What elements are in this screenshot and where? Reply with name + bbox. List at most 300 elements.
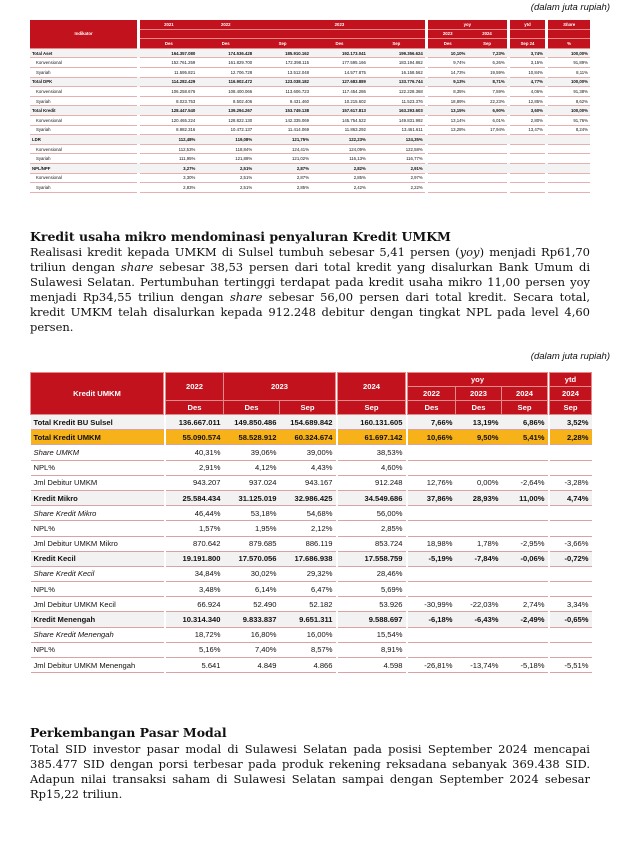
row-label: Share Kredit Mikro — [31, 506, 164, 521]
row-label: Total Kredit UMKM — [31, 430, 164, 445]
period-header: Des — [428, 39, 467, 49]
row-label: Share Kredit Kecil — [31, 566, 164, 581]
year-2021-header: 2021 — [140, 20, 197, 29]
row-label: Total Aset — [30, 48, 137, 58]
row-label: Syariah — [30, 125, 137, 135]
value-cell: 31.125.019 — [224, 490, 280, 505]
value-cell — [456, 627, 502, 642]
value-cell — [550, 460, 592, 475]
value-cell: 11,00% — [502, 490, 548, 505]
value-cell: 6,90% — [467, 106, 506, 116]
row-label: Total Kredit — [30, 106, 137, 116]
value-cell: 52.490 — [224, 597, 280, 612]
yoy-2023-header: 2023 — [456, 387, 502, 401]
period-header: Des — [166, 401, 224, 415]
value-cell: 2,83% — [140, 183, 197, 193]
table1-row — [30, 163, 590, 173]
table2-row — [31, 612, 592, 627]
value-cell: 11.414.069 — [254, 125, 311, 135]
value-cell — [456, 506, 502, 521]
value-cell — [456, 642, 502, 657]
value-cell: 8.982.316 — [140, 125, 197, 135]
value-cell — [467, 183, 506, 193]
table1-row — [30, 144, 590, 154]
value-cell: 2,82% — [311, 163, 368, 173]
value-cell: 11.595.821 — [140, 67, 197, 77]
value-cell: 14,73% — [428, 67, 467, 77]
table2-row — [31, 521, 592, 536]
value-cell: 46,44% — [166, 506, 224, 521]
value-cell: 2,51% — [197, 163, 254, 173]
value-cell — [510, 154, 545, 164]
value-cell: 2,74% — [502, 597, 548, 612]
row-label: Total DPK — [30, 77, 137, 87]
value-cell: 66.924 — [166, 597, 224, 612]
value-cell: 16,00% — [280, 627, 336, 642]
value-cell — [550, 506, 592, 521]
row-label: NPL% — [31, 460, 164, 475]
value-cell: -2,64% — [502, 475, 548, 490]
value-cell: 4,60% — [338, 460, 406, 475]
value-cell: 3,52% — [550, 415, 592, 430]
yoy-2023-header: 2023 — [428, 29, 467, 39]
value-cell — [502, 445, 548, 460]
value-cell — [467, 173, 506, 183]
value-cell — [408, 642, 456, 657]
value-cell: 3,60% — [510, 106, 545, 116]
table2-row — [31, 445, 592, 460]
value-cell — [456, 521, 502, 536]
value-cell: 160.131.605 — [338, 415, 406, 430]
value-cell: 56,00% — [338, 506, 406, 521]
value-cell: 8,11% — [548, 67, 590, 77]
yoy-header: yoy — [428, 20, 507, 29]
value-cell — [548, 135, 590, 145]
value-cell: 111,95% — [140, 154, 197, 164]
value-cell: 116,13% — [311, 154, 368, 164]
value-cell — [548, 144, 590, 154]
value-cell: 124,35% — [368, 135, 425, 145]
value-cell: 9.651.311 — [280, 612, 336, 627]
value-cell: 7,66% — [408, 415, 456, 430]
table1-row — [30, 67, 590, 77]
period-header: Sep — [502, 401, 548, 415]
value-cell: 28,93% — [456, 490, 502, 505]
value-cell: 12,85% — [510, 96, 545, 106]
value-cell: 8,35% — [428, 87, 467, 97]
value-cell: 53.926 — [338, 597, 406, 612]
value-cell: 3,30% — [140, 173, 197, 183]
value-cell — [408, 506, 456, 521]
value-cell — [502, 506, 548, 521]
value-cell: 91,38% — [548, 87, 590, 97]
row-label: NPL/NPF — [30, 163, 137, 173]
year-2022-header: 2022 — [197, 20, 254, 29]
value-cell — [467, 163, 506, 173]
period-header: Sep — [550, 401, 592, 415]
table1-unit-note: (dalam juta rupiah) — [530, 2, 610, 13]
value-cell: 119,08% — [197, 135, 254, 145]
value-cell: 112,48% — [140, 135, 197, 145]
value-cell: 25.584.434 — [166, 490, 224, 505]
value-cell: 8,71% — [467, 77, 506, 87]
value-cell: -3,66% — [550, 536, 592, 551]
row-label: Konvensional — [30, 58, 137, 68]
value-cell: 122,23% — [311, 135, 368, 145]
value-cell: 15,54% — [338, 627, 406, 642]
yoy-2024-header: 2024 — [502, 387, 548, 401]
value-cell: 61.697.142 — [338, 430, 406, 445]
value-cell: -3,28% — [550, 475, 592, 490]
value-cell: 3,74% — [510, 48, 545, 58]
ytd-2024-header: 2024 — [550, 387, 592, 401]
value-cell: 6,01% — [467, 115, 506, 125]
value-cell: 55.090.574 — [166, 430, 224, 445]
value-cell: 9.833.837 — [224, 612, 280, 627]
value-cell: 8,57% — [280, 642, 336, 657]
value-cell: 1,57% — [166, 521, 224, 536]
pasar-modal-heading: Perkembangan Pasar Modal — [30, 725, 227, 740]
bank-indicator-table — [30, 20, 590, 193]
value-cell: 164.357.080 — [140, 48, 197, 58]
value-cell — [428, 135, 467, 145]
value-cell: -26,81% — [408, 658, 456, 673]
value-cell: 17.570.056 — [224, 551, 280, 566]
value-cell: 19.191.800 — [166, 551, 224, 566]
value-cell: 18,89% — [428, 96, 467, 106]
value-cell — [502, 566, 548, 581]
value-cell: 32.986.425 — [280, 490, 336, 505]
row-label: Jml Debitur UMKM — [31, 475, 164, 490]
value-cell: 4,06% — [510, 87, 545, 97]
value-cell: 39,06% — [224, 445, 280, 460]
value-cell: 13,47% — [510, 125, 545, 135]
table2-row — [31, 642, 592, 657]
value-cell: 13,14% — [428, 115, 467, 125]
value-cell: 5,41% — [502, 430, 548, 445]
value-cell: 34.549.686 — [338, 490, 406, 505]
value-cell: 100,00% — [548, 48, 590, 58]
value-cell: 113.606.723 — [254, 87, 311, 97]
row-label: NPL% — [31, 582, 164, 597]
period-header: Sep 24 — [510, 39, 545, 49]
value-cell — [510, 183, 545, 193]
value-cell: 3,15% — [510, 58, 545, 68]
table2-row — [31, 460, 592, 475]
value-cell: 1,95% — [224, 521, 280, 536]
value-cell — [502, 521, 548, 536]
period-header: Des — [408, 401, 456, 415]
value-cell: 1,78% — [456, 536, 502, 551]
value-cell: 123.038.182 — [254, 77, 311, 87]
value-cell: -2,95% — [502, 536, 548, 551]
paragraph-text: sebesar 56,00 persen dari total kredit. Secara total, kredit UMKM telah disalurkan kepada 912.248 debitur dengan tingkat NPL pada level 4,60 persen. — [30, 290, 590, 334]
value-cell: 13,28% — [428, 125, 467, 135]
row-label: Konvensional — [30, 144, 137, 154]
table2-unit-note: (dalam juta rupiah) — [530, 351, 610, 362]
value-cell: 10,66% — [408, 430, 456, 445]
value-cell: 0,00% — [456, 475, 502, 490]
row-label: Jml Debitur UMKM Kecil — [31, 597, 164, 612]
row-label: Syariah — [30, 154, 137, 164]
value-cell: 4,74% — [550, 490, 592, 505]
value-cell: -30,99% — [408, 597, 456, 612]
row-label: Konvensional — [30, 173, 137, 183]
value-cell: 13,19% — [456, 415, 502, 430]
row-label: Jml Debitur UMKM Menengah — [31, 658, 164, 673]
row-label: NPL% — [31, 642, 164, 657]
value-cell: 139.294.267 — [197, 106, 254, 116]
table2-row — [31, 551, 592, 566]
value-cell: 122,58% — [368, 144, 425, 154]
value-cell: 17.686.938 — [280, 551, 336, 566]
value-cell: 2,85% — [338, 521, 406, 536]
value-cell: 58.528.912 — [224, 430, 280, 445]
value-cell: 943.207 — [166, 475, 224, 490]
value-cell: 16.158.562 — [368, 67, 425, 77]
period-header: Sep — [368, 39, 425, 49]
yoy-2024-header: 2024 — [467, 29, 506, 39]
value-cell: 122.228.368 — [368, 87, 425, 97]
value-cell: 853.724 — [338, 536, 406, 551]
value-cell: 8,91% — [338, 642, 406, 657]
paragraph-italic: share — [229, 290, 263, 304]
row-label: Kredit Kecil — [31, 551, 164, 566]
kredit-umkm-header: Kredit UMKM — [31, 373, 164, 415]
row-label: Total Kredit BU Sulsel — [31, 415, 164, 430]
period-header: Des — [456, 401, 502, 415]
table2-row — [31, 430, 592, 445]
value-cell: 120.465.224 — [140, 115, 197, 125]
pasar-modal-paragraph: Total SID investor pasar modal di Sulawesi Selatan pada posisi September 2024 mencapai 385.477 SID dengan porsi terbesar pada produk rekening reksadana sebanyak 369.438 SID. Adapun nilai transaksi saham di Sulawesi Selatan sampai dengan September 2024 sebesar Rp15,22 triliun. — [30, 742, 590, 801]
value-cell — [408, 460, 456, 475]
period-header: Des — [224, 401, 280, 415]
value-cell — [456, 566, 502, 581]
value-cell: -0,06% — [502, 551, 548, 566]
value-cell: 60.324.674 — [280, 430, 336, 445]
value-cell: 116.902.472 — [197, 77, 254, 87]
value-cell: 100,00% — [548, 77, 590, 87]
value-cell: 53,18% — [224, 506, 280, 521]
value-cell — [502, 460, 548, 475]
table1-row — [30, 183, 590, 193]
row-label: Syariah — [30, 67, 137, 77]
value-cell: 40,31% — [166, 445, 224, 460]
value-cell: 54,68% — [280, 506, 336, 521]
value-cell — [456, 460, 502, 475]
value-cell: 2,85% — [311, 173, 368, 183]
value-cell: 9.431.460 — [254, 96, 311, 106]
value-cell: 128.447.540 — [140, 106, 197, 116]
value-cell: 2,51% — [197, 173, 254, 183]
value-cell: -0,72% — [550, 551, 592, 566]
share-header: Share — [548, 20, 590, 29]
value-cell: 2,51% — [197, 183, 254, 193]
value-cell: 121,88% — [197, 154, 254, 164]
row-label: LDR — [30, 135, 137, 145]
value-cell: 108.400.066 — [197, 87, 254, 97]
value-cell — [408, 566, 456, 581]
value-cell — [456, 582, 502, 597]
table1-row — [30, 77, 590, 87]
value-cell: 34,84% — [166, 566, 224, 581]
value-cell: 2,42% — [311, 183, 368, 193]
value-cell: 9.588.697 — [338, 612, 406, 627]
value-cell: 18,72% — [166, 627, 224, 642]
value-cell: 172.398.115 — [254, 58, 311, 68]
value-cell: 6,86% — [502, 415, 548, 430]
table2-row — [31, 415, 592, 430]
table2-row — [31, 582, 592, 597]
value-cell: 18,98% — [408, 536, 456, 551]
value-cell: 28,46% — [338, 566, 406, 581]
value-cell — [502, 627, 548, 642]
value-cell: 118,84% — [197, 144, 254, 154]
value-cell — [550, 566, 592, 581]
period-header: Sep — [338, 401, 406, 415]
value-cell: 4,12% — [224, 460, 280, 475]
value-cell: 6,47% — [280, 582, 336, 597]
value-cell — [428, 183, 467, 193]
table1-row — [30, 58, 590, 68]
value-cell: 12.706.728 — [197, 67, 254, 77]
value-cell: 114.282.429 — [140, 77, 197, 87]
paragraph-text: Realisasi kredit kepada UMKM di Sulsel tumbuh sebesar 5,41 persen ( — [30, 245, 460, 259]
value-cell — [408, 521, 456, 536]
value-cell: -22,03% — [456, 597, 502, 612]
value-cell: 142.335.069 — [254, 115, 311, 125]
value-cell: 121,75% — [254, 135, 311, 145]
value-cell: 91,89% — [548, 58, 590, 68]
value-cell: 3,34% — [550, 597, 592, 612]
value-cell: 192.173.041 — [311, 48, 368, 58]
value-cell — [550, 627, 592, 642]
value-cell — [548, 173, 590, 183]
value-cell: 19,59% — [467, 67, 506, 77]
value-cell: 13.512.048 — [254, 67, 311, 77]
value-cell: -7,84% — [456, 551, 502, 566]
period-header: Sep — [280, 401, 336, 415]
value-cell: 13.461.611 — [368, 125, 425, 135]
umkm-section-paragraph — [30, 245, 590, 335]
value-cell: 183.194.862 — [368, 58, 425, 68]
value-cell — [428, 163, 467, 173]
value-cell: 2,22% — [368, 183, 425, 193]
year-2022-header: 2022 — [166, 373, 224, 401]
value-cell: 7,40% — [224, 642, 280, 657]
value-cell: 4.849 — [224, 658, 280, 673]
value-cell: 106.258.676 — [140, 87, 197, 97]
table2-row — [31, 506, 592, 521]
value-cell: 127.683.889 — [311, 77, 368, 87]
kredit-umkm-table — [30, 372, 592, 673]
value-cell: -13,74% — [456, 658, 502, 673]
value-cell: -2,49% — [502, 612, 548, 627]
value-cell: 128.822.130 — [197, 115, 254, 125]
value-cell — [550, 642, 592, 657]
value-cell: 154.689.842 — [280, 415, 336, 430]
value-cell — [408, 445, 456, 460]
value-cell: 4,77% — [510, 77, 545, 87]
value-cell: 9,50% — [456, 430, 502, 445]
year-2024-header: 2024 — [338, 373, 406, 401]
period-header: Des — [311, 39, 368, 49]
row-label: Kredit Mikro — [31, 490, 164, 505]
value-cell: 879.685 — [224, 536, 280, 551]
value-cell: 37,86% — [408, 490, 456, 505]
value-cell: 116,77% — [368, 154, 425, 164]
value-cell: -6,43% — [456, 612, 502, 627]
paragraph-text: ) menjadi Rp61,70 triliun dengan — [30, 245, 590, 274]
value-cell — [550, 582, 592, 597]
value-cell: 177.595.166 — [311, 58, 368, 68]
value-cell — [467, 135, 506, 145]
value-cell: 8,62% — [548, 96, 590, 106]
period-header: Des — [197, 39, 254, 49]
table2-row — [31, 490, 592, 505]
value-cell: 152.761.259 — [140, 58, 197, 68]
value-cell: -0,65% — [550, 612, 592, 627]
value-cell: -5,18% — [502, 658, 548, 673]
value-cell — [550, 521, 592, 536]
table2-row — [31, 597, 592, 612]
value-cell: 163.293.603 — [368, 106, 425, 116]
value-cell: 6,26% — [467, 58, 506, 68]
value-cell: 870.642 — [166, 536, 224, 551]
value-cell — [408, 627, 456, 642]
value-cell: 7,23% — [467, 48, 506, 58]
value-cell: 52.182 — [280, 597, 336, 612]
value-cell: 91,76% — [548, 115, 590, 125]
value-cell — [408, 582, 456, 597]
umkm-section-heading: Kredit usaha mikro mendominasi penyaluran Kredit UMKM — [30, 229, 451, 244]
table1-row — [30, 48, 590, 58]
value-cell: 912.248 — [338, 475, 406, 490]
table1-row — [30, 96, 590, 106]
value-cell: 2,12% — [280, 521, 336, 536]
value-cell: 14.577.875 — [311, 67, 368, 77]
value-cell: 149.850.486 — [224, 415, 280, 430]
paragraph-text: sebesar 38,53 persen dari total kredit yang disalurkan Bank Umum di Sulawesi Selatan. Pertumbuhan tertinggi terdapat pada kredit usaha mikro 11,00 persen yoy menjadi Rp34,55 triliun dengan — [30, 260, 590, 304]
value-cell: 4.598 — [338, 658, 406, 673]
period-header: % — [548, 39, 590, 49]
value-cell: 22,23% — [467, 96, 506, 106]
value-cell: 937.024 — [224, 475, 280, 490]
value-cell: 2,87% — [254, 163, 311, 173]
value-cell: 10.215.602 — [311, 96, 368, 106]
value-cell — [548, 163, 590, 173]
row-label: NPL% — [31, 521, 164, 536]
value-cell: 8,24% — [548, 125, 590, 135]
value-cell: 4.866 — [280, 658, 336, 673]
row-label: Konvensional — [30, 87, 137, 97]
year-2023-header: 2023 — [224, 373, 336, 401]
table1-row — [30, 106, 590, 116]
value-cell: 3,48% — [166, 582, 224, 597]
row-label: Syariah — [30, 96, 137, 106]
value-cell — [510, 163, 545, 173]
value-cell: 199.356.624 — [368, 48, 425, 58]
value-cell: 4,43% — [280, 460, 336, 475]
value-cell: 29,32% — [280, 566, 336, 581]
period-header: Sep — [254, 39, 311, 49]
ytd-header: ytd — [550, 373, 592, 387]
value-cell: 11.523.376 — [368, 96, 425, 106]
value-cell: 10,84% — [510, 67, 545, 77]
table1-row — [30, 154, 590, 164]
value-cell: 13,15% — [428, 106, 467, 116]
value-cell — [502, 582, 548, 597]
